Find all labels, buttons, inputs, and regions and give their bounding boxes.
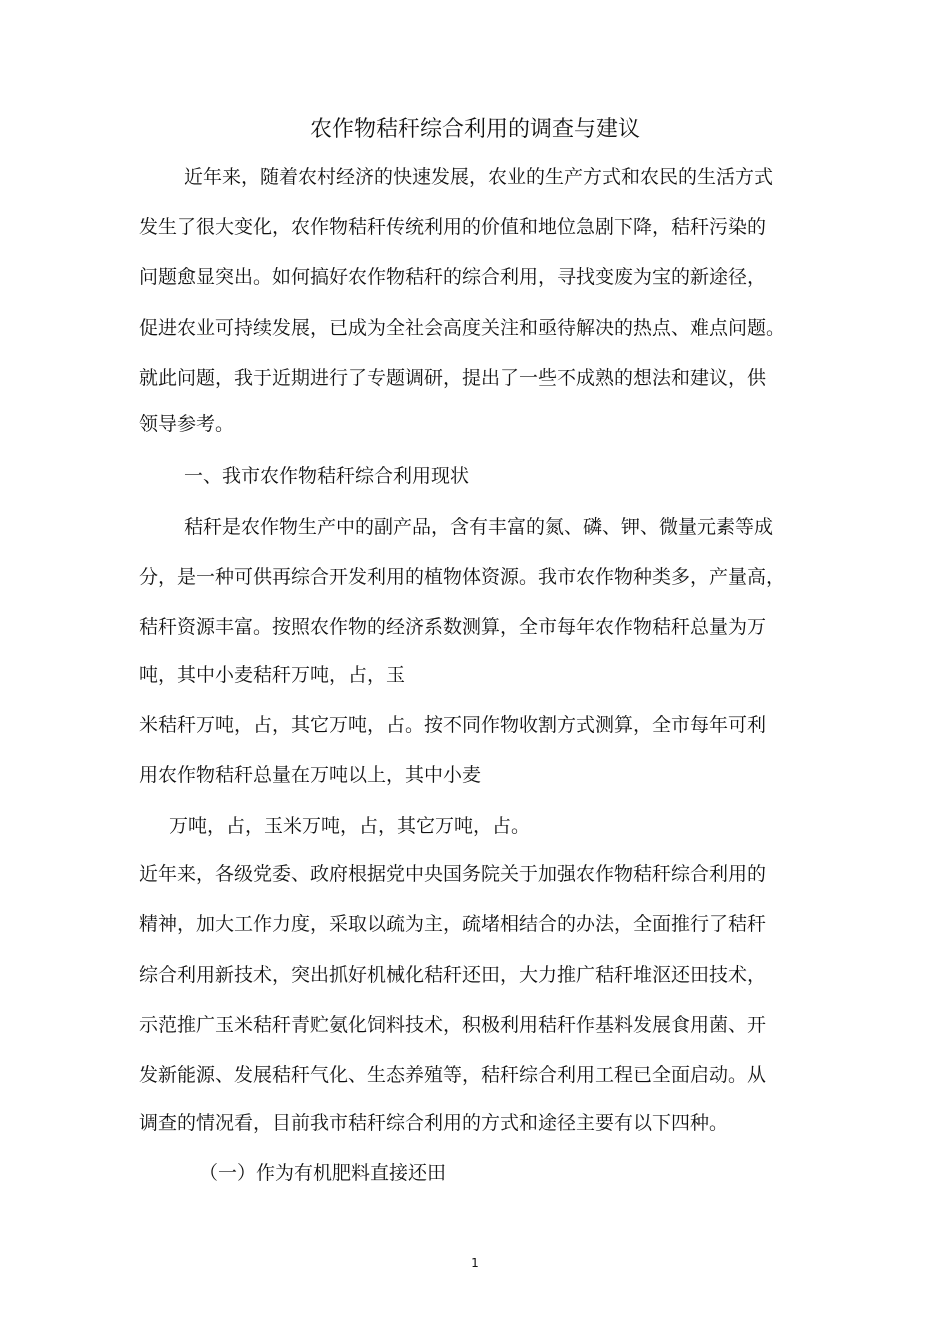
subsection-heading: （一）作为有机肥料直接还田: [199, 1162, 447, 1184]
page-number: 1: [471, 1256, 479, 1270]
paragraph-line: 秸秆资源丰富。按照农作物的经济系数测算，全市每年农作物秸秆总量为万: [139, 616, 767, 638]
paragraph-line: 近年来，随着农村经济的快速发展，农业的生产方式和农民的生活方式: [184, 166, 774, 188]
paragraph-line: 示范推广玉米秸秆青贮氨化饲料技术，积极利用秸秆作基料发展食用菌、开: [139, 1014, 767, 1036]
paragraph-line: 综合利用新技术，突出抓好机械化秸秆还田，大力推广秸秆堆沤还田技术，: [139, 964, 767, 986]
section-heading: 一、我市农作物秸秆综合利用现状: [184, 465, 470, 487]
paragraph-line: 领导参考。: [139, 413, 235, 435]
paragraph-line: 万吨，占，玉米万吨，占，其它万吨，占。: [169, 815, 531, 837]
paragraph-line: 精神，加大工作力度，采取以疏为主，疏堵相结合的办法，全面推行了秸秆: [139, 913, 767, 935]
paragraph-line: 米秸秆万吨，占，其它万吨，占。按不同作物收割方式测算，全市每年可利: [139, 714, 767, 736]
paragraph-line: 问题愈显突出。如何搞好农作物秸秆的综合利用，寻找变废为宝的新途径，: [139, 266, 767, 288]
paragraph-line: 秸秆是农作物生产中的副产品，含有丰富的氮、磷、钾、微量元素等成: [184, 516, 774, 538]
paragraph-line: 吨，其中小麦秸秆万吨，占，玉: [139, 664, 406, 686]
paragraph-line: 促进农业可持续发展，已成为全社会高度关注和亟待解决的热点、难点问题。: [139, 317, 786, 339]
paragraph-line: 分，是一种可供再综合开发利用的植物体资源。我市农作物种类多，产量高，: [139, 566, 786, 588]
paragraph-line: 调查的情况看，目前我市秸秆综合利用的方式和途径主要有以下四种。: [139, 1112, 729, 1134]
paragraph-line: 用农作物秸秆总量在万吨以上，其中小麦: [139, 764, 482, 786]
paragraph-line: 发生了很大变化，农作物秸秆传统利用的价值和地位急剧下降，秸秆污染的: [139, 216, 767, 238]
paragraph-line: 发新能源、发展秸秆气化、生态养殖等，秸秆综合利用工程已全面启动。从: [139, 1064, 767, 1086]
paragraph-line: 就此问题，我于近期进行了专题调研，提出了一些不成熟的想法和建议，供: [139, 367, 767, 389]
document-title: 农作物秸秆综合利用的调查与建议: [309, 117, 640, 142]
paragraph-line: 近年来，各级党委、政府根据党中央国务院关于加强农作物秸秆综合利用的: [139, 863, 767, 885]
